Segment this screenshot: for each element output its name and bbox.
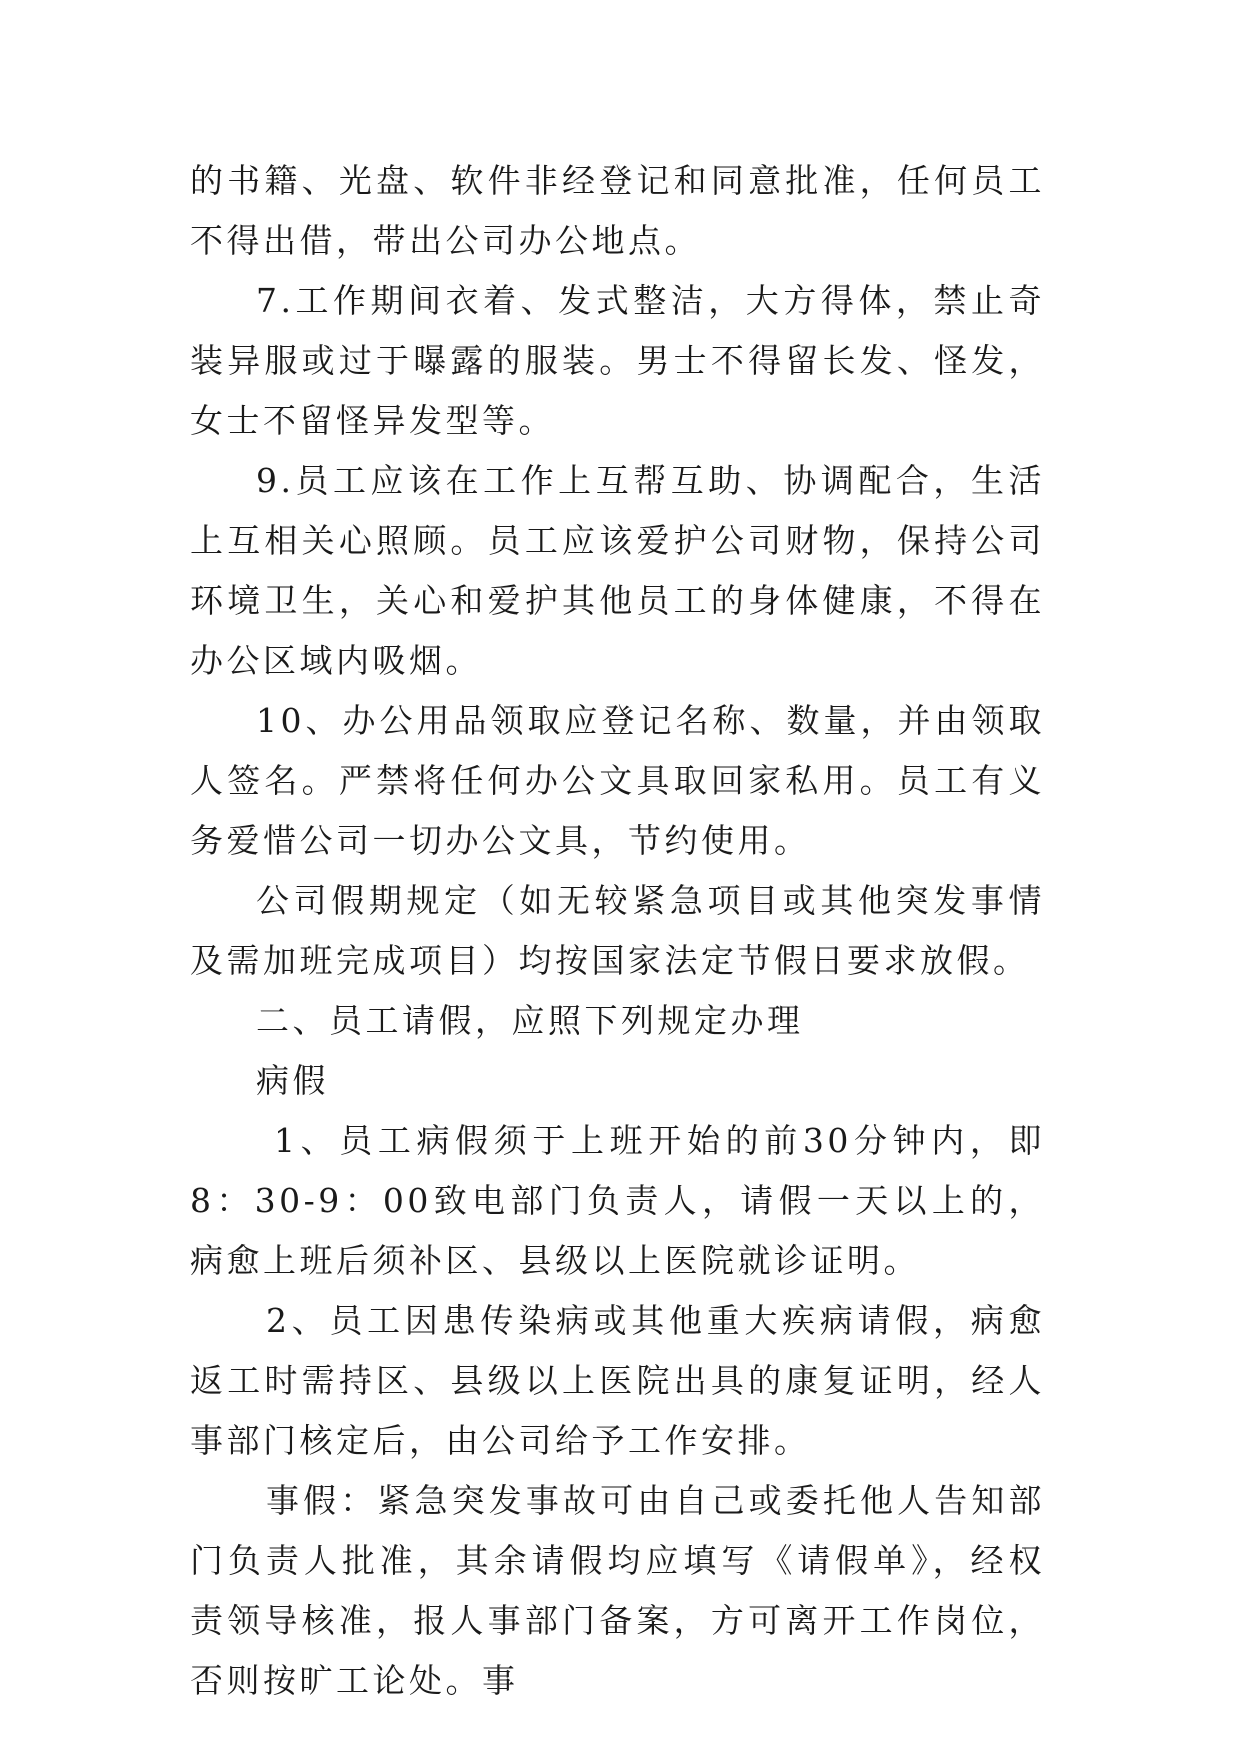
paragraph-sick-leave-1: 1、员工病假须于上班开始的前30分钟内，即8：30-9：00致电部门负责人，请假一天以上的，病愈上班后须补区、县级以上医院就诊证明。 [190,1121,1045,1280]
paragraph-item-7-dress-code: 7.工作期间衣着、发式整洁，大方得体，禁止奇装异服或过于曝露的服装。男士不得留长发、怪发，女士不留怪异发型等。 [190,281,1045,440]
subheading-sick-leave: 病假 [256,1061,329,1100]
paragraph-book-loan-continued: 的书籍、光盘、软件非经登记和同意批准，任何员工不得出借，带出公司办公地点。 [190,161,1045,260]
paragraph-item-10-office-supplies: 10、办公用品领取应登记名称、数量，并由领取人签名。严禁将任何办公文具取回家私用。员工有义务爱惜公司一切办公文具，节约使用。 [190,701,1045,860]
paragraph-personal-leave: 事假：紧急突发事故可由自己或委托他人告知部门负责人批准，其余请假均应填写《请假单》，经权责领导核准，报人事部门备案，方可离开工作岗位，否则按旷工论处。事 [190,1481,1045,1700]
paragraph-holiday-policy: 公司假期规定（如无较紧急项目或其他突发事情及需加班完成项目）均按国家法定节假日要求放假。 [190,881,1045,980]
section-heading-leave-rules: 二、员工请假，应照下列规定办理 [256,1001,804,1040]
paragraph-sick-leave-2: 2、员工因患传染病或其他重大疾病请假，病愈返工时需持区、县级以上医院出具的康复证明，经人事部门核定后，由公司给予工作安排。 [190,1301,1045,1460]
document-body [190,151,1045,1711]
paragraph-item-9-cooperation: 9.员工应该在工作上互帮互助、协调配合，生活上互相关心照顾。员工应该爱护公司财物，保持公司环境卫生，关心和爱护其他员工的身体健康，不得在办公区域内吸烟。 [190,461,1045,680]
